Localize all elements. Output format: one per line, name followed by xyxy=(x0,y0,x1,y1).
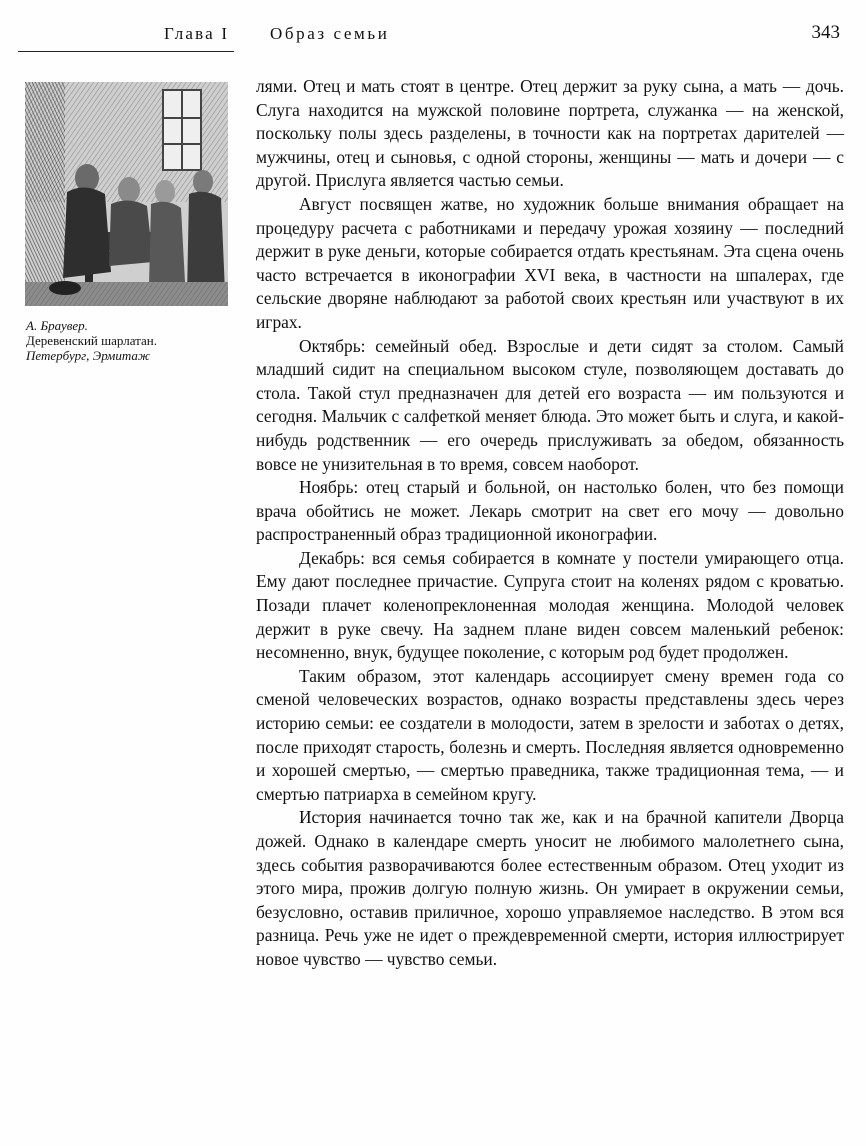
running-header xyxy=(14,24,854,46)
paragraph: Ноябрь: отец старый и больной, он настолько болен, что без помощи врача обойтись не может. Лекарь смотрит на свет его мочу — довольно распространенный образ традиционной иконографии. xyxy=(256,477,844,545)
paragraph: Август посвящен жатве, но художник больше внимания обращает на процедуру расчета с работниками и передачу урожая хозяину — последний держит в руке деньги, которые собирается отдать крестьянам. Эта сцена очень часто встречается в иконографии XVI века, в частности на шпалерах, где сельские дворяне наблюдают за работой своих крестьян или участвуют в их играх. xyxy=(256,193,844,332)
caption-work-title: Деревенский шарлатан. xyxy=(26,333,157,348)
paragraph: История начинается точно так же, как и на брачной капители Дворца дожей. Однако в календаре смерть уносит не любимого малолетнего сына, здесь события разворачиваются более естественным образом. Отец уходит из этого мира, прожив долгую полную жизнь. Он умирает в окружении семьи, безусловно, оставив приличное, хорошо управляемое наследство. В этом вся разница. Речь уже не идет о преждевременной смерти, история иллюстрирует новое чувство — чувство семьи. xyxy=(256,807,844,969)
chapter-title: Образ семьи xyxy=(270,24,390,43)
caption-location: Петербург, Эрмитаж xyxy=(26,348,150,363)
figure-caption xyxy=(26,318,236,363)
chapter-label: Глава I xyxy=(164,24,230,43)
paragraph: Таким образом, этот календарь ассоциирует смену времен года со сменой человеческих возрастов, однако возрасты представлены здесь через историю семьи: ее создатели в молодости, затем в зрелости и заботах о детях, после приходят старость, болезнь и смерть. Последняя является одновременно и хорошей смертью, — смертью праведника, также традиционная тема, — и смертью патриарха в семейном кругу. xyxy=(256,665,844,804)
header-rule xyxy=(18,51,234,52)
paragraph: Октябрь: семейный обед. Взрослые и дети сидят за столом. Самый младший сидит на специальном высоком стуле, позволяющем доставать до стола. Такой стул предназначен для детей его возраста — им пользуются и сегодня. Мальчик с салфеткой меняет блюда. Это может быть и слуга, и какой-нибудь родственник — его очередь прислуживать за обедом, обязанность вовсе не унизительная в то время, совсем наоборот. xyxy=(256,335,844,474)
main-text-column xyxy=(256,75,844,972)
engraving-illustration xyxy=(25,82,228,306)
paragraph: лями. Отец и мать стоят в центре. Отец держит за руку сына, а мать — дочь. Слуга находится на мужской половине портрета, служанка — на женской, поскольку полы здесь разделены, в точности как на портретах дарителей — мужчины, отец и сыновья, с одной стороны, женщины — мать и дочери — с другой. Прислуга является частью семьи. xyxy=(256,76,844,191)
paragraph: Декабрь: вся семья собирается в комнате у постели умирающего отца. Ему дают последнее причастие. Супруга стоит на коленях рядом с кроватью. Позади плачет коленопреклоненная молодая женщина. Молодой человек держит в руке свечу. На заднем плане виден совсем маленький ребенок: несомненно, внук, будущее поколение, с которым род будет продолжен. xyxy=(256,547,844,663)
engraving-image xyxy=(25,82,228,306)
page-number: 343 xyxy=(811,22,840,43)
caption-artist: А. Браувер. xyxy=(26,318,88,333)
